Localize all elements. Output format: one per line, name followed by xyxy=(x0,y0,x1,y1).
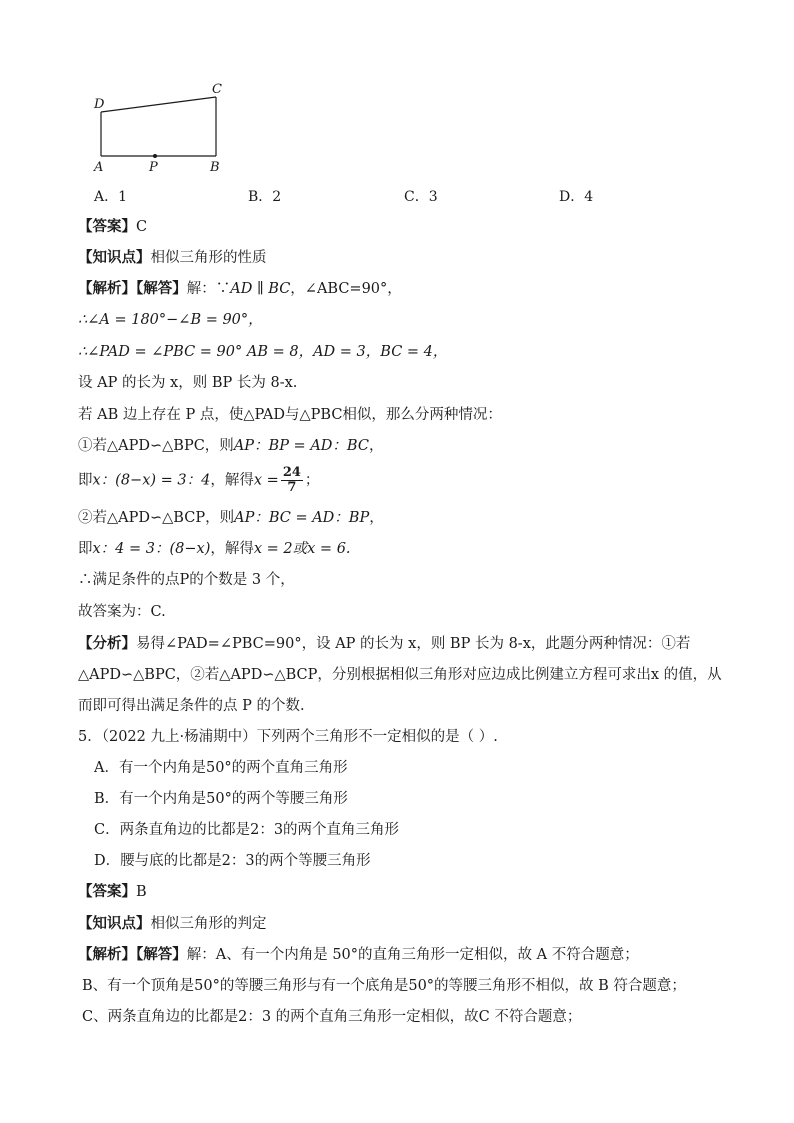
line8-pre: ②若△APD∽△BCP，则 xyxy=(78,510,235,526)
q5-analysis-line-1 xyxy=(78,944,639,966)
line9-math: x：4 = 3：(8−x) xyxy=(92,541,211,557)
choice-c: C．3 xyxy=(404,189,438,205)
line7-mid: ，解得 xyxy=(210,472,254,489)
q5-title: 5．（2022 九上·杨浦期中）下列两个三角形不一定相似的是（ ）. xyxy=(78,729,498,745)
line6-post: ， xyxy=(368,438,384,454)
analysis-text-post: ，∠ABC=90°， xyxy=(290,281,402,297)
fraction-numerator: 24 xyxy=(282,465,301,480)
line6-math: AP：BP = AD：BC xyxy=(233,438,369,454)
q4-answer xyxy=(78,216,147,238)
q4-solution-line-5: 若 AB 边上存在 P 点，使△PAD与△PBC相似，那么分两种情况： xyxy=(78,407,502,423)
answer-value: B xyxy=(136,884,147,900)
q4-solution-line-8 xyxy=(78,507,384,529)
answer-value: C xyxy=(136,219,148,235)
analysis-text: 解：A、有一个内角是 50°的直角三角形一定相似，故 A 不符合题意； xyxy=(186,947,639,963)
q4-solution-line-10: ∴满足条件的点P的个数是 3 个， xyxy=(78,572,295,588)
knowledge-tag: 【知识点】 xyxy=(78,916,151,932)
analysis-math: AD ∥ BC xyxy=(230,281,291,297)
label-p: P xyxy=(149,160,158,175)
analysis-tag: 【解析】【解答】 xyxy=(78,947,187,963)
label-b: B xyxy=(210,160,220,175)
label-c: C xyxy=(212,82,222,97)
line7-pre: 即 xyxy=(78,472,93,489)
line9-mid: ，解得 xyxy=(210,541,254,557)
q5-option-b: B．有一个内角是50°的两个等腰三角形 xyxy=(94,791,348,807)
line8-math: AP：BC = AD：BP xyxy=(234,510,370,526)
knowledge-value: 相似三角形的判定 xyxy=(150,916,267,932)
fraction xyxy=(281,466,303,495)
q4-analysis-line-1 xyxy=(78,278,402,300)
answer-tag: 【答案】 xyxy=(78,884,136,900)
q4-knowledge-point xyxy=(78,247,267,269)
line7-math: x：(8−x) = 3：4 xyxy=(92,472,211,489)
q4-solution-line-2: ∴∠A = 180°−∠B = 90°， xyxy=(78,312,263,328)
q4-solution-line-9 xyxy=(78,538,351,560)
q5-analysis-line-3: C、两条直角边的比都是2：3 的两个直角三角形一定相似，故C 不符合题意； xyxy=(82,1009,582,1025)
fenxi-tag: 【分析】 xyxy=(78,636,136,652)
line9-math2: x = 2或x = 6. xyxy=(253,541,351,557)
knowledge-tag: 【知识点】 xyxy=(78,250,151,266)
q4-solution-line-6 xyxy=(78,435,383,457)
q4-fenxi-line-1 xyxy=(78,633,690,655)
q5-analysis-line-2: B、有一个顶角是50°的等腰三角形与有一个底角是50°的等腰三角形不相似，故 B 符合题意； xyxy=(82,978,686,994)
label-a: A xyxy=(94,160,104,175)
line8-post: ， xyxy=(369,510,384,526)
choice-a: A．1 xyxy=(94,189,128,205)
knowledge-value: 相似三角形的性质 xyxy=(150,250,267,266)
q5-answer xyxy=(78,881,147,903)
q4-fenxi-line-3: 而即可得出满足条件的点 P 的个数. xyxy=(78,698,305,714)
analysis-text: 解：∵ xyxy=(186,281,231,297)
q4-solution-line-4: 设 AP 的长为 x，则 BP 长为 8-x. xyxy=(78,375,298,391)
line7-post: ； xyxy=(304,472,320,489)
segment-dc xyxy=(101,97,216,112)
q4-choices xyxy=(94,186,714,206)
label-d: D xyxy=(94,97,105,112)
q4-solution-line-11: 故答案为：C. xyxy=(78,604,166,620)
choice-b: B．2 xyxy=(248,189,282,205)
line7-math2: x = xyxy=(253,472,279,489)
line6-pre: ①若△APD∽△BPC，则 xyxy=(78,438,234,454)
point-p xyxy=(153,154,157,158)
answer-tag: 【答案】 xyxy=(78,219,136,235)
q5-option-a: A．有一个内角是50°的两个直角三角形 xyxy=(94,760,348,776)
fenxi-text-1: 易得∠PAD=∠PBC=90°，设 AP 的长为 x，则 BP 长为 8-x，此题分两种情况：①若 xyxy=(136,636,691,652)
q5-option-d: D．腰与底的比都是2：3的两个等腰三角形 xyxy=(94,853,371,869)
q5-option-c: C．两条直角边的比都是2：3的两个直角三角形 xyxy=(94,822,400,838)
q4-fenxi-line-2: △APD∽△BPC，②若△APD∽△BCP，分别根据相似三角形对应边成比例建立方程可求出x 的值，从 xyxy=(78,667,722,683)
trapezoid-figure xyxy=(90,78,230,178)
choice-d: D．4 xyxy=(559,189,594,205)
q5-knowledge-point xyxy=(78,913,267,935)
q4-solution-line-7 xyxy=(78,466,319,495)
line9-pre: 即 xyxy=(78,541,93,557)
fraction-denominator: 7 xyxy=(287,480,297,495)
analysis-tag: 【解析】【解答】 xyxy=(78,281,187,297)
q4-solution-line-3: ∴∠PAD = ∠PBC = 90° AB = 8，AD = 3，BC = 4， xyxy=(78,344,448,360)
